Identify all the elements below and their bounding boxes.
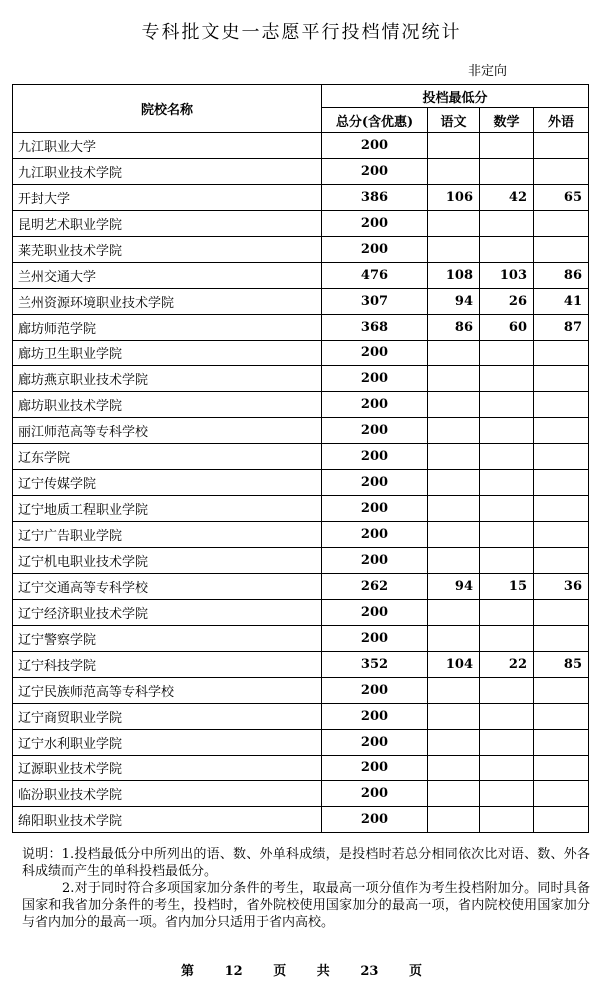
foreign-score-cell: 85 <box>534 651 589 677</box>
school-name-cell: 廊坊燕京职业技术学院 <box>13 366 322 392</box>
table-row <box>13 625 589 651</box>
math-score-cell: 103 <box>480 262 534 288</box>
table-row <box>13 288 589 314</box>
math-header: 数学 <box>480 108 534 133</box>
table-row <box>13 392 589 418</box>
chinese-score-cell <box>428 418 480 444</box>
table-row <box>13 755 589 781</box>
footer-ye2: 页 <box>408 964 422 979</box>
foreign-score-cell <box>534 210 589 236</box>
math-score-cell <box>480 444 534 470</box>
chinese-score-cell <box>428 522 480 548</box>
math-score-cell: 42 <box>480 184 534 210</box>
school-name-cell: 九江职业技术学院 <box>13 158 322 184</box>
table-row <box>13 807 589 833</box>
foreign-score-cell <box>534 158 589 184</box>
table-row <box>13 599 589 625</box>
footer-page-number: 12 <box>224 964 243 979</box>
chinese-score-cell <box>428 470 480 496</box>
table-row <box>13 677 589 703</box>
school-name-header: 院校名称 <box>13 85 322 133</box>
total-score-cell: 386 <box>322 184 428 210</box>
foreign-score-cell <box>534 444 589 470</box>
total-score-cell: 200 <box>322 392 428 418</box>
math-score-cell <box>480 548 534 574</box>
math-score-cell <box>480 470 534 496</box>
school-name-cell: 辽宁广告职业学院 <box>13 522 322 548</box>
math-score-cell <box>480 418 534 444</box>
notes <box>22 846 590 931</box>
footer-gong: 共 <box>316 964 330 979</box>
foreign-score-cell: 87 <box>534 314 589 340</box>
school-name-cell: 辽源职业技术学院 <box>13 755 322 781</box>
chinese-score-cell: 86 <box>428 314 480 340</box>
math-score-cell: 15 <box>480 573 534 599</box>
note-1: 说明：1.投档最低分中所列出的语、数、外单科成绩，是投档时若总分相同依次比对语、数、外各科成绩而产生的单科投档最低分。 <box>22 847 590 879</box>
chinese-score-cell <box>428 340 480 366</box>
foreign-score-cell: 36 <box>534 573 589 599</box>
total-score-cell: 200 <box>322 158 428 184</box>
table-row <box>13 340 589 366</box>
total-score-cell: 200 <box>322 781 428 807</box>
school-name-cell: 辽宁传媒学院 <box>13 470 322 496</box>
foreign-score-cell: 41 <box>534 288 589 314</box>
foreign-score-cell: 86 <box>534 262 589 288</box>
total-score-cell: 200 <box>322 807 428 833</box>
chinese-score-cell <box>428 444 480 470</box>
school-name-cell: 辽宁警察学院 <box>13 625 322 651</box>
total-score-cell: 200 <box>322 470 428 496</box>
math-score-cell <box>480 599 534 625</box>
school-name-cell: 辽宁机电职业技术学院 <box>13 548 322 574</box>
chinese-score-cell <box>428 133 480 159</box>
table-row <box>13 496 589 522</box>
school-name-cell: 辽宁经济职业技术学院 <box>13 599 322 625</box>
chinese-score-cell <box>428 755 480 781</box>
chinese-score-cell: 106 <box>428 184 480 210</box>
table-row <box>13 210 589 236</box>
math-score-cell <box>480 781 534 807</box>
chinese-score-cell: 94 <box>428 288 480 314</box>
table-row <box>13 781 589 807</box>
math-score-cell <box>480 366 534 392</box>
total-score-cell: 200 <box>322 599 428 625</box>
foreign-score-cell <box>534 522 589 548</box>
page-title: 专科批文史一志愿平行投档情况统计 <box>141 22 462 43</box>
chinese-header: 语文 <box>428 108 480 133</box>
total-score-cell: 200 <box>322 444 428 470</box>
table-row <box>13 729 589 755</box>
table-row <box>13 444 589 470</box>
chinese-score-cell <box>428 210 480 236</box>
math-score-cell <box>480 677 534 703</box>
math-score-cell: 22 <box>480 651 534 677</box>
min-score-header: 投档最低分 <box>322 85 589 108</box>
school-name-cell: 辽宁水利职业学院 <box>13 729 322 755</box>
foreign-score-cell <box>534 236 589 262</box>
total-score-cell: 476 <box>322 262 428 288</box>
table-row <box>13 158 589 184</box>
foreign-score-cell: 65 <box>534 184 589 210</box>
foreign-score-cell <box>534 548 589 574</box>
total-score-cell: 307 <box>322 288 428 314</box>
foreign-header: 外语 <box>534 108 589 133</box>
math-score-cell: 60 <box>480 314 534 340</box>
chinese-score-cell <box>428 366 480 392</box>
foreign-score-cell <box>534 755 589 781</box>
foreign-score-cell <box>534 470 589 496</box>
math-score-cell <box>480 210 534 236</box>
total-score-cell: 368 <box>322 314 428 340</box>
foreign-score-cell <box>534 781 589 807</box>
category-label: 非定向 <box>468 64 508 79</box>
total-score-cell: 200 <box>322 677 428 703</box>
school-name-cell: 昆明艺术职业学院 <box>13 210 322 236</box>
math-score-cell <box>480 133 534 159</box>
foreign-score-cell <box>534 340 589 366</box>
school-name-cell: 廊坊师范学院 <box>13 314 322 340</box>
chinese-score-cell <box>428 392 480 418</box>
page-footer <box>0 960 603 979</box>
total-score-cell: 200 <box>322 755 428 781</box>
foreign-score-cell <box>534 133 589 159</box>
school-name-cell: 辽宁地质工程职业学院 <box>13 496 322 522</box>
table-row <box>13 133 589 159</box>
chinese-score-cell: 108 <box>428 262 480 288</box>
math-score-cell <box>480 522 534 548</box>
chinese-score-cell <box>428 236 480 262</box>
table-row <box>13 314 589 340</box>
total-score-cell: 200 <box>322 366 428 392</box>
chinese-score-cell <box>428 625 480 651</box>
foreign-score-cell <box>534 392 589 418</box>
total-score-cell: 200 <box>322 522 428 548</box>
school-name-cell: 丽江师范高等专科学校 <box>13 418 322 444</box>
school-name-cell: 辽宁交通高等专科学校 <box>13 573 322 599</box>
math-score-cell <box>480 625 534 651</box>
school-name-cell: 兰州资源环境职业技术学院 <box>13 288 322 314</box>
foreign-score-cell <box>534 418 589 444</box>
chinese-score-cell <box>428 677 480 703</box>
school-name-cell: 绵阳职业技术学院 <box>13 807 322 833</box>
school-name-cell: 临汾职业技术学院 <box>13 781 322 807</box>
table-row <box>13 418 589 444</box>
total-score-cell: 200 <box>322 210 428 236</box>
chinese-score-cell <box>428 703 480 729</box>
school-name-cell: 廊坊卫生职业学院 <box>13 340 322 366</box>
table-row <box>13 651 589 677</box>
total-header: 总分(含优惠) <box>322 108 428 133</box>
foreign-score-cell <box>534 366 589 392</box>
total-score-cell: 200 <box>322 236 428 262</box>
footer-di: 第 <box>181 964 195 979</box>
footer-ye: 页 <box>273 964 287 979</box>
school-name-cell: 开封大学 <box>13 184 322 210</box>
foreign-score-cell <box>534 599 589 625</box>
table-row <box>13 236 589 262</box>
table-row <box>13 703 589 729</box>
math-score-cell <box>480 807 534 833</box>
total-score-cell: 262 <box>322 573 428 599</box>
total-score-cell: 200 <box>322 418 428 444</box>
foreign-score-cell <box>534 677 589 703</box>
chinese-score-cell: 94 <box>428 573 480 599</box>
math-score-cell <box>480 236 534 262</box>
school-name-cell: 九江职业大学 <box>13 133 322 159</box>
school-name-cell: 辽宁商贸职业学院 <box>13 703 322 729</box>
total-score-cell: 200 <box>322 496 428 522</box>
table-row <box>13 548 589 574</box>
table-row <box>13 573 589 599</box>
math-score-cell <box>480 729 534 755</box>
table-row <box>13 262 589 288</box>
footer-total-pages: 23 <box>360 964 379 979</box>
chinese-score-cell: 104 <box>428 651 480 677</box>
school-name-cell: 莱芜职业技术学院 <box>13 236 322 262</box>
total-score-cell: 352 <box>322 651 428 677</box>
foreign-score-cell <box>534 496 589 522</box>
note-2: 2.对于同时符合多项国家加分条件的考生，取最高一项分值作为考生投档附加分。同时具备国家和我省加分条件的考生，投档时，省外院校使用国家加分的最高一项，省内院校使用国家加分与省内加分的最高一项。省内加分只适用于省内高校。 <box>22 881 590 930</box>
total-score-cell: 200 <box>322 729 428 755</box>
chinese-score-cell <box>428 496 480 522</box>
total-score-cell: 200 <box>322 703 428 729</box>
foreign-score-cell <box>534 807 589 833</box>
total-score-cell: 200 <box>322 548 428 574</box>
math-score-cell <box>480 703 534 729</box>
math-score-cell <box>480 392 534 418</box>
total-score-cell: 200 <box>322 625 428 651</box>
math-score-cell <box>480 158 534 184</box>
total-score-cell: 200 <box>322 340 428 366</box>
foreign-score-cell <box>534 703 589 729</box>
table-row <box>13 184 589 210</box>
table-row <box>13 470 589 496</box>
chinese-score-cell <box>428 548 480 574</box>
chinese-score-cell <box>428 781 480 807</box>
foreign-score-cell <box>534 729 589 755</box>
chinese-score-cell <box>428 729 480 755</box>
school-name-cell: 兰州交通大学 <box>13 262 322 288</box>
math-score-cell <box>480 340 534 366</box>
school-name-cell: 辽宁民族师范高等专科学校 <box>13 677 322 703</box>
total-score-cell: 200 <box>322 133 428 159</box>
math-score-cell: 26 <box>480 288 534 314</box>
school-name-cell: 辽东学院 <box>13 444 322 470</box>
chinese-score-cell <box>428 158 480 184</box>
table-row <box>13 522 589 548</box>
admission-table <box>12 84 589 833</box>
chinese-score-cell <box>428 807 480 833</box>
school-name-cell: 辽宁科技学院 <box>13 651 322 677</box>
math-score-cell <box>480 496 534 522</box>
chinese-score-cell <box>428 599 480 625</box>
foreign-score-cell <box>534 625 589 651</box>
table-row <box>13 366 589 392</box>
math-score-cell <box>480 755 534 781</box>
school-name-cell: 廊坊职业技术学院 <box>13 392 322 418</box>
table-body <box>13 133 589 833</box>
